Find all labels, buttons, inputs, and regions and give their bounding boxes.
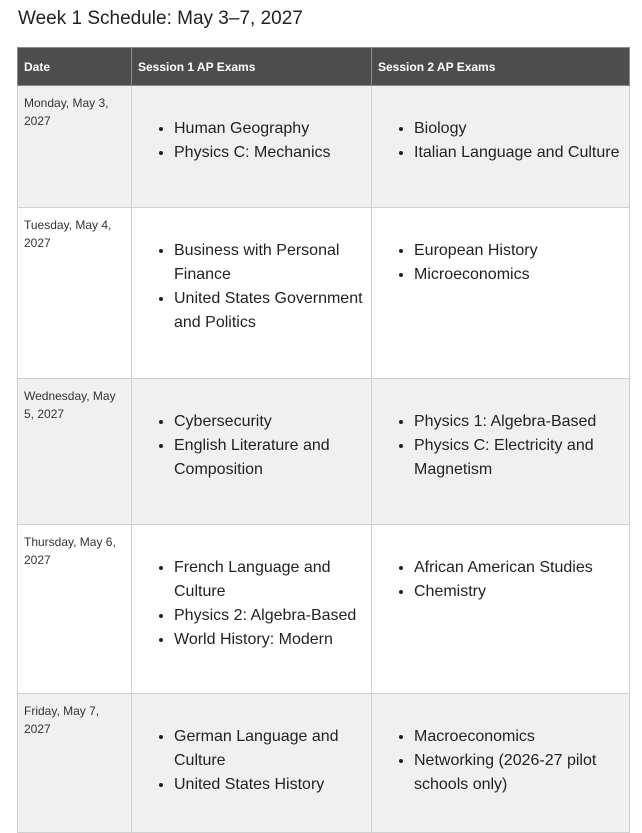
exam-item: • Biology	[414, 117, 623, 141]
exam-item: • English Literature and Composition	[174, 434, 365, 482]
session-2-cell	[372, 525, 630, 694]
table-row	[18, 379, 630, 525]
schedule-table	[17, 47, 630, 833]
exam-item: • French Language and Culture	[174, 556, 365, 604]
exam-list	[132, 694, 371, 797]
exam-item: • Physics 1: Algebra-Based	[414, 410, 623, 434]
exam-item: • Physics C: Electricity and Magnetism	[414, 434, 623, 482]
date-cell: Friday, May 7, 2027	[18, 694, 132, 833]
exam-item: • Human Geography	[174, 117, 365, 141]
exam-item: • Physics C: Mechanics	[174, 141, 365, 165]
exam-item: • European History	[414, 239, 623, 263]
date-cell: Monday, May 3, 2027	[18, 86, 132, 208]
session-2-cell	[372, 208, 630, 379]
table-body	[18, 86, 630, 833]
exam-item: • Business with Personal Finance	[174, 239, 365, 287]
session-1-cell	[132, 86, 372, 208]
exam-item: • Networking (2026-27 pilot schools only)	[414, 749, 623, 797]
session-2-cell	[372, 379, 630, 525]
header-row	[18, 48, 630, 86]
session-2-cell	[372, 694, 630, 833]
exam-item: • World History: Modern	[174, 628, 365, 652]
session-1-cell	[132, 525, 372, 694]
exam-list	[372, 694, 629, 797]
exam-list	[372, 86, 629, 165]
table-row	[18, 694, 630, 833]
table-row	[18, 525, 630, 694]
session-1-cell	[132, 379, 372, 525]
exam-list	[372, 208, 629, 287]
table-row	[18, 208, 630, 379]
exam-item: • Cybersecurity	[174, 410, 365, 434]
exam-list	[132, 379, 371, 482]
exam-list	[132, 208, 371, 335]
exam-item: • German Language and Culture	[174, 725, 365, 773]
column-header-session-2: Session 2 AP Exams	[372, 48, 630, 86]
date-cell: Thursday, May 6, 2027	[18, 525, 132, 694]
table-header	[18, 48, 630, 86]
table-row	[18, 86, 630, 208]
exam-item: • African American Studies	[414, 556, 623, 580]
exam-item: • Physics 2: Algebra-Based	[174, 604, 365, 628]
exam-item: • Chemistry	[414, 580, 623, 604]
exam-item: • United States History	[174, 773, 365, 797]
session-2-cell	[372, 86, 630, 208]
session-1-cell	[132, 694, 372, 833]
exam-list	[132, 86, 371, 165]
session-1-cell	[132, 208, 372, 379]
column-header-session-1: Session 1 AP Exams	[132, 48, 372, 86]
exam-list	[132, 525, 371, 652]
exam-item: • United States Government and Politics	[174, 287, 365, 335]
exam-list	[372, 379, 629, 482]
exam-list	[372, 525, 629, 604]
exam-item: • Italian Language and Culture	[414, 141, 623, 165]
date-cell: Wednesday, May 5, 2027	[18, 379, 132, 525]
date-cell: Tuesday, May 4, 2027	[18, 208, 132, 379]
page-title: Week 1 Schedule: May 3–7, 2027	[18, 8, 303, 29]
exam-item: • Microeconomics	[414, 263, 623, 287]
exam-item: • Macroeconomics	[414, 725, 623, 749]
column-header-date: Date	[18, 48, 132, 86]
